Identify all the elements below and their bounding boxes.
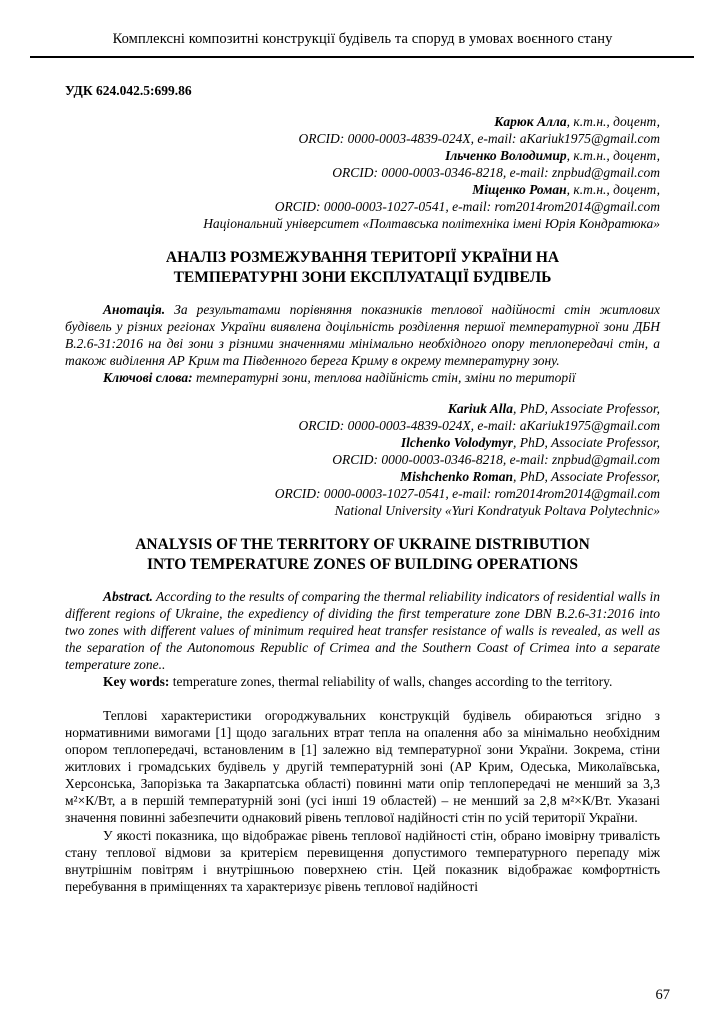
title-line: ТЕМПЕРАТУРНІ ЗОНИ ЕКСПЛУАТАЦІЇ БУДІВЕЛЬ: [173, 268, 552, 286]
title-line: INTO TEMPERATURE ZONES OF BUILDING OPERATIONS: [146, 555, 579, 573]
author-name: Міщенко Роман: [472, 182, 567, 198]
abstract-ua: [65, 301, 660, 370]
affiliation-ua: Національний університет «Полтавська політехніка імені Юрія Кондратюка»: [203, 216, 660, 232]
author-orcid-email-line: ORCID: 0000-0003-0346-8218, e-mail: znpbud@gmail.com: [332, 164, 660, 180]
authors-block-ua: [65, 113, 660, 233]
author-role: , PhD, Associate Professor,: [513, 434, 660, 450]
body-paragraph-2: У якості показника, що відображає рівень теплової надійності стін, обрано імовірну тривалість стану теплової відмови за критерієм перевищення допустимого температурного перепаду між внутрішнім повітрям і внутрішньою поверхнею стін. Цей показник відображає комфортність перебування в приміщеннях та характеризує рівень теплової надійності: [65, 827, 660, 895]
author-role: , PhD, Associate Professor,: [513, 400, 660, 416]
author-name: Ільченко Володимир: [445, 147, 567, 163]
abstract-text-en: According to the results of comparing the thermal reliability indicators of residential walls in different regions of Ukraine, the expediency of dividing the first temperature zone DBN B.2.6-31:2016 into two zones with different values of minimum required heat transfer resistance of walls is revealed, as well as the separation of the Autonomous Republic of Crimea and the Southern Coast of Crimea into a separate temperature zone..: [65, 588, 660, 673]
author-name: Kariuk Alla: [447, 400, 513, 416]
abstract-en: [65, 588, 660, 674]
keywords-ua: [65, 369, 660, 386]
author-name: Ilchenko Volodymyr: [400, 434, 513, 450]
header-rule: [30, 56, 694, 58]
author-line-ua: [65, 113, 660, 130]
article-title-ua: [65, 248, 660, 288]
keywords-text-ua: температурні зони, теплова надійність стін, зміни по території: [192, 370, 576, 386]
abstract-label-en: Abstract.: [103, 588, 153, 604]
keywords-text-en: temperature zones, thermal reliability of walls, changes according to the territory.: [169, 674, 613, 690]
abstract-label-ua: Анотація.: [103, 301, 166, 317]
authors-block-en: [65, 400, 660, 520]
author-line-ua: [65, 147, 660, 164]
author-line-en: [65, 468, 660, 485]
author-role: , к.т.н., доцент,: [566, 113, 660, 129]
article-title-en: [65, 535, 660, 575]
author-role: , PhD, Associate Professor,: [513, 469, 660, 485]
title-line: ANALYSIS OF THE TERRITORY OF UKRAINE DISTRIBUTION: [135, 535, 590, 553]
author-name: Карюк Алла: [494, 113, 567, 129]
affiliation-en: National University «Yuri Kondratyuk Poltava Polytechnic»: [334, 503, 660, 519]
author-role: , к.т.н., доцент,: [566, 147, 660, 163]
running-head: Комплексні композитні конструкції будівель та споруд в умовах воєнного стану: [112, 31, 613, 47]
author-orcid-email-line: ORCID: 0000-0003-0346-8218, e-mail: znpbud@gmail.com: [332, 451, 660, 467]
title-line: АНАЛІЗ РОЗМЕЖУВАННЯ ТЕРИТОРІЇ УКРАЇНИ НА: [165, 248, 560, 266]
author-name: Mishchenko Roman: [400, 469, 513, 485]
keywords-label-ua: Ключові слова:: [103, 370, 193, 386]
page-number: 67: [655, 986, 670, 1003]
author-orcid-email-line: ORCID: 0000-0003-4839-024X, e-mail: aKariuk1975@gmail.com: [298, 417, 660, 433]
author-role: , к.т.н., доцент,: [566, 182, 660, 198]
author-line-ua: [65, 181, 660, 198]
keywords-label-en: Key words:: [103, 674, 170, 690]
author-orcid-email-line: ORCID: 0000-0003-1027-0541, e-mail: rom2014rom2014@gmail.com: [274, 486, 660, 502]
author-orcid-email-line: ORCID: 0000-0003-4839-024X, e-mail: aKariuk1975@gmail.com: [298, 130, 660, 146]
body-paragraph-1: Теплові характеристики огороджувальних конструкцій будівель обираються згідно з нормативними вимогами [1] щодо загальних втрат тепла на опалення або за мінімально необхідним опором теплопередачі, встановленим в [1] залежно від температурної зони України. Зокрема, стіни житлових і громадських будівель у другій температурній зоні (АР Крим, Одеська, Миколаївська, Херсонська, Запорізька та Закарпатська області) повинні мати опір теплопередачі не менший за 3,3 м²×К/Вт, а в першій температурній зоні (усі інші 19 областей) – не менший за 2,8 м²×К/Вт. Указані значення повинні забезпечити однаковий рівень теплової надійності стін по усій території України.: [65, 707, 660, 826]
keywords-en: [65, 673, 660, 690]
abstract-text-ua: За результатами порівняння показників теплової надійності стін житлових будівель у різних регіонах України виявлена доцільність розділення першої температурної зони ДБН В.2.6-31:2016 на дві зони з різними значеннями мінімально необхідного опору теплопередачі стін, а також виділення АР Крим та Південного берега Криму в окрему температурну зону.: [65, 301, 660, 369]
udc-code: УДК 624.042.5:699.86: [65, 83, 192, 99]
author-orcid-email-line: ORCID: 0000-0003-1027-0541, e-mail: rom2014rom2014@gmail.com: [274, 199, 660, 215]
page-header: [65, 26, 660, 58]
author-line-en: [65, 400, 660, 417]
author-line-en: [65, 434, 660, 451]
